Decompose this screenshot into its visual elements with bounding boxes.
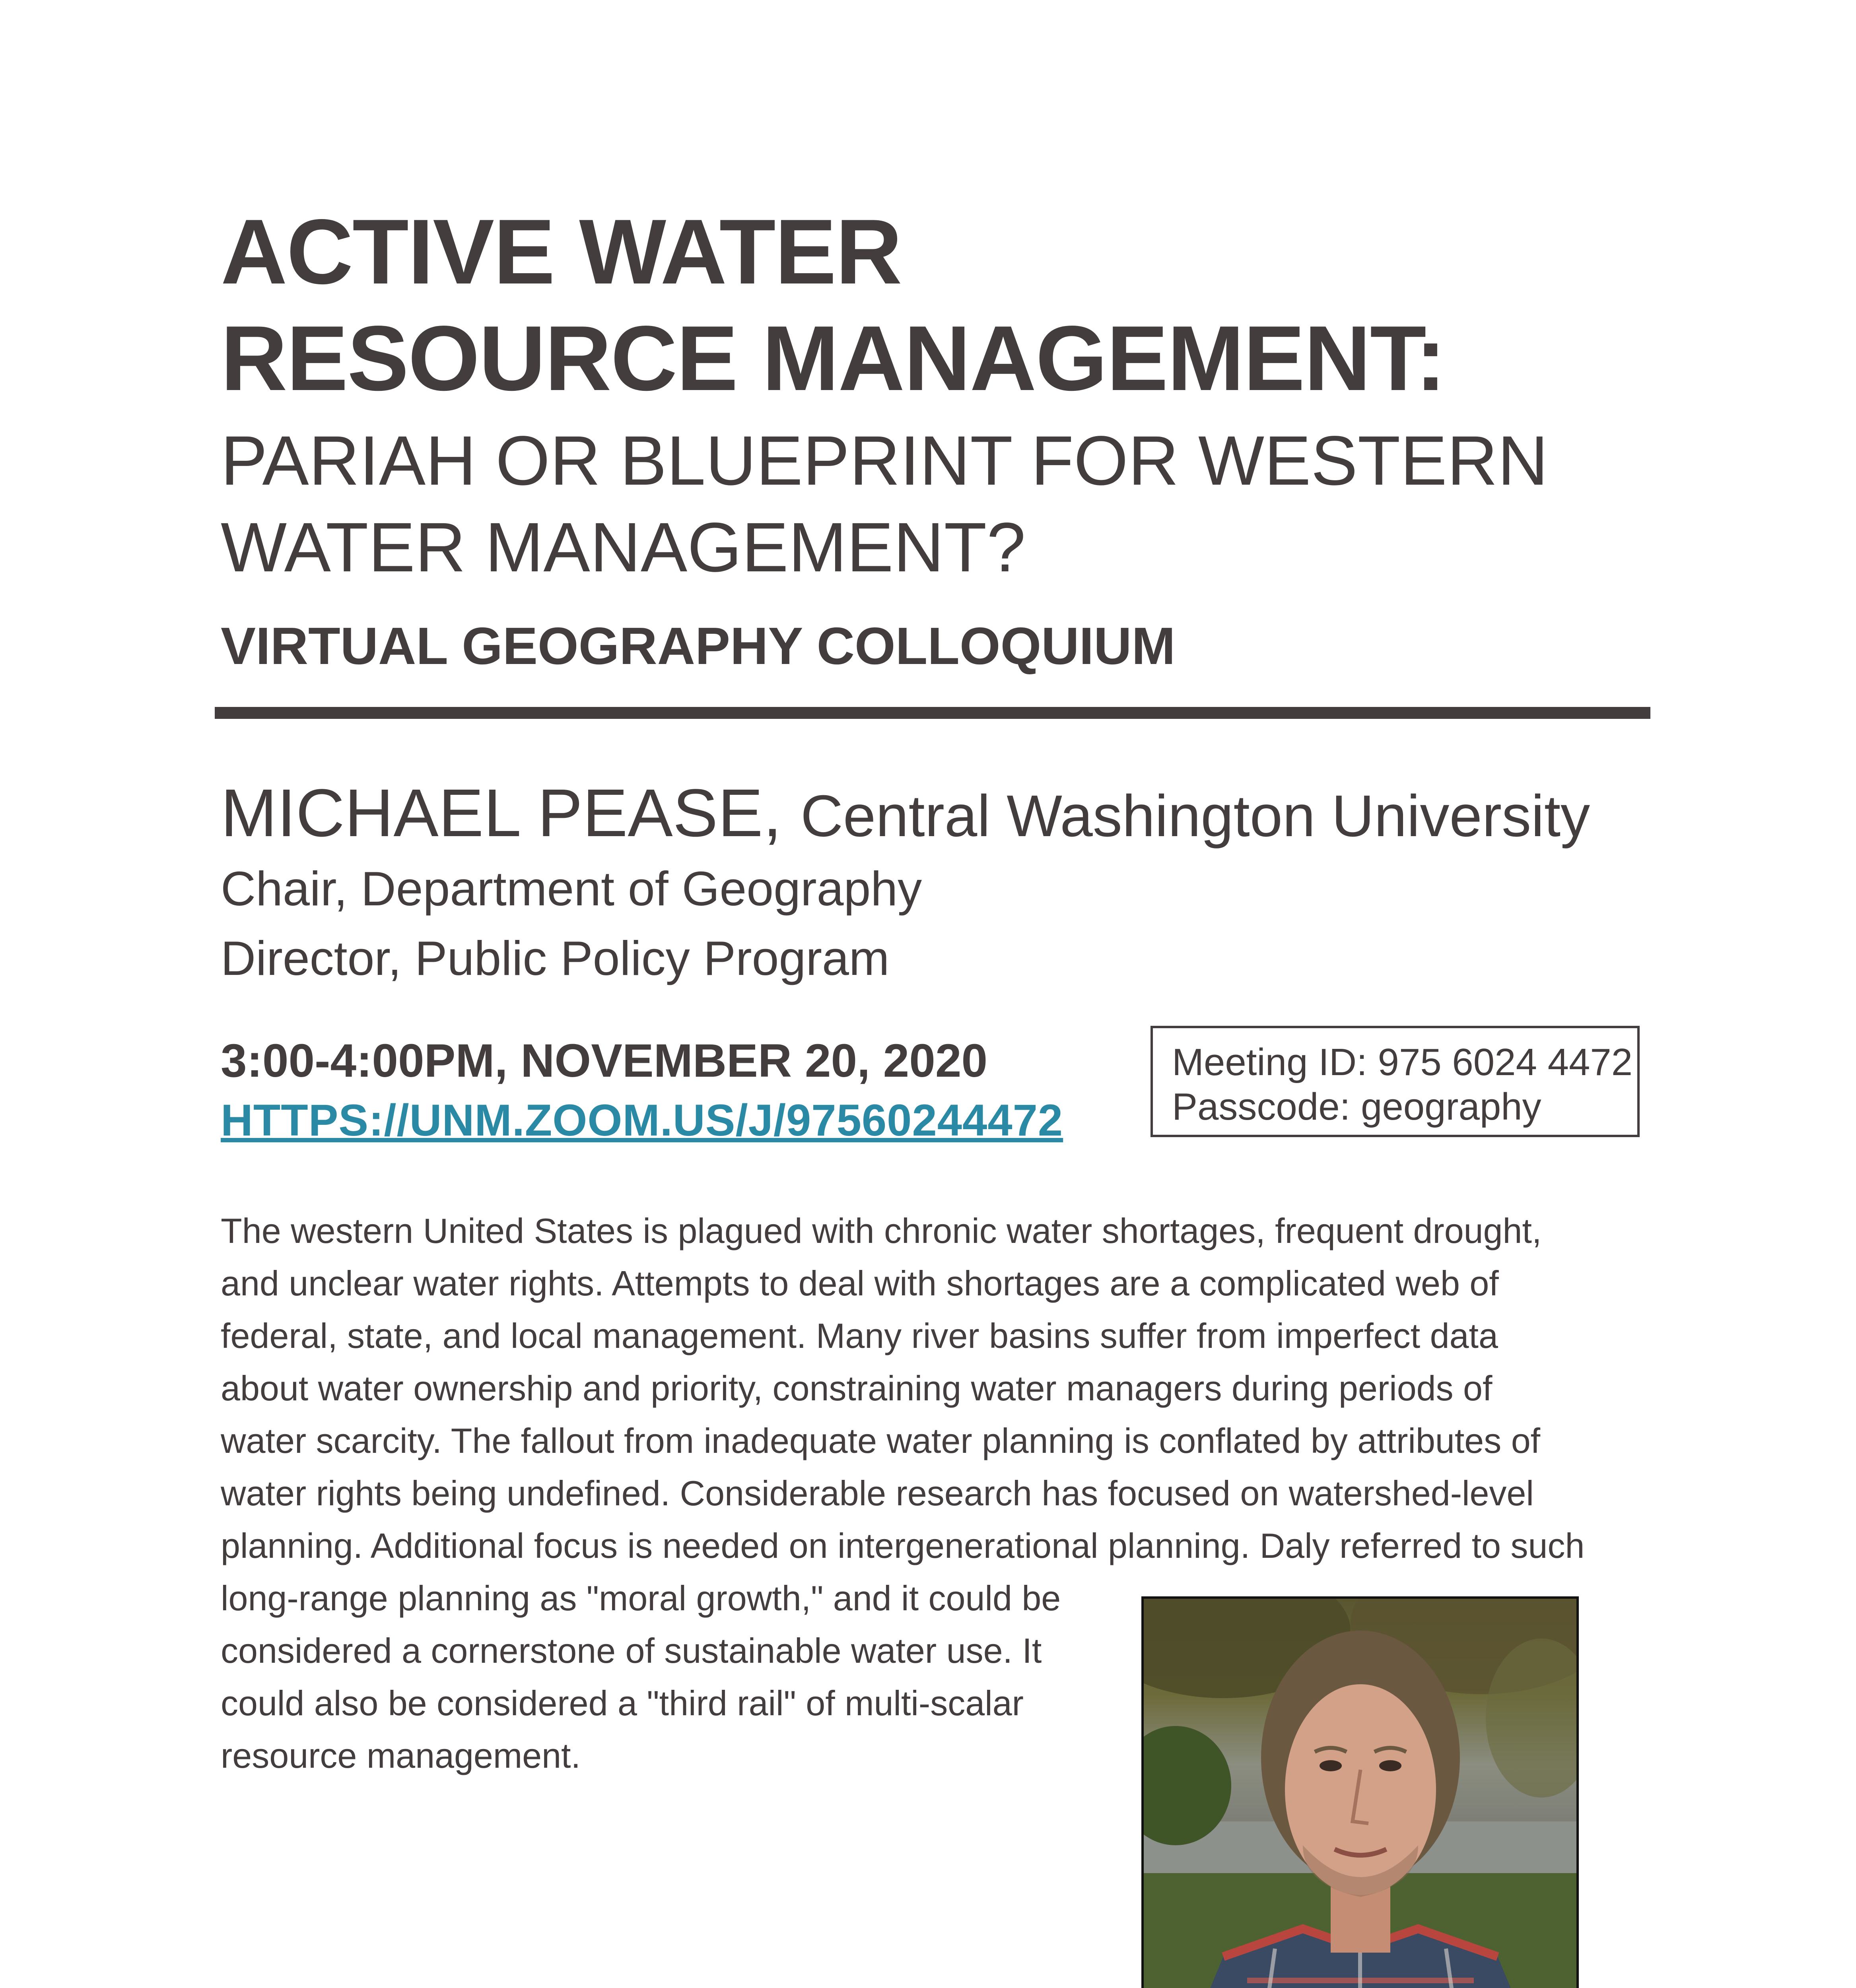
- speaker-role-2: Director, Public Policy Program: [221, 931, 890, 985]
- abstract-line: resource management.: [221, 1736, 581, 1775]
- passcode: Passcode: geography: [1172, 1085, 1541, 1128]
- abstract-line: federal, state, and local management. Many river basins suffer from imperfect data: [221, 1316, 1498, 1355]
- title-line-2: RESOURCE MANAGEMENT:: [221, 307, 1446, 410]
- zoom-link[interactable]: HTTPS://UNM.ZOOM.US/J/97560244472: [221, 1095, 1063, 1145]
- event-subtitle: [221, 417, 1548, 591]
- speaker-role-1: Chair, Department of Geography: [221, 862, 922, 916]
- meeting-id: Meeting ID: 975 6024 4472: [1172, 1041, 1633, 1083]
- event-title: [221, 199, 1445, 412]
- abstract-line: water scarcity. The fallout from inadequate water planning is conflated by attributes of: [221, 1421, 1541, 1460]
- meeting-info-box: [1151, 1026, 1640, 1137]
- series-label: VIRTUAL GEOGRAPHY COLLOQUIUM: [221, 617, 1176, 675]
- abstract-line: considered a cornerstone of sustainable water use. It: [221, 1631, 1042, 1670]
- abstract-line: could also be considered a "third rail" of multi-scalar: [221, 1683, 1024, 1723]
- speaker-affiliation: Central Washington University: [801, 783, 1590, 849]
- abstract-line: and unclear water rights. Attempts to deal with shortages are a complicated web of: [221, 1264, 1499, 1303]
- speaker-portrait-illustration: [1144, 1599, 1576, 1988]
- divider: [215, 707, 1650, 719]
- subtitle-line-1: PARIAH OR BLUEPRINT FOR WESTERN: [221, 422, 1548, 500]
- subtitle-line-2: WATER MANAGEMENT?: [221, 509, 1026, 586]
- abstract-line: The western United States is plagued with chronic water shortages, frequent drought,: [221, 1211, 1542, 1250]
- event-datetime: 3:00-4:00PM, NOVEMBER 20, 2020: [221, 1035, 988, 1087]
- speaker-name: MICHAEL PEASE,: [221, 775, 782, 851]
- title-line-1: ACTIVE WATER: [221, 200, 902, 303]
- speaker-heading: [221, 773, 1590, 856]
- abstract-line: planning. Additional focus is needed on intergenerational planning. Daly referred to such: [221, 1526, 1585, 1565]
- abstract-line: long-range planning as "moral growth," and it could be: [221, 1578, 1061, 1618]
- speaker-photo: [1141, 1596, 1579, 1988]
- abstract-line: about water ownership and priority, constraining water managers during periods of: [221, 1369, 1493, 1408]
- abstract-line: water rights being undefined. Considerable research has focused on watershed-level: [221, 1474, 1534, 1513]
